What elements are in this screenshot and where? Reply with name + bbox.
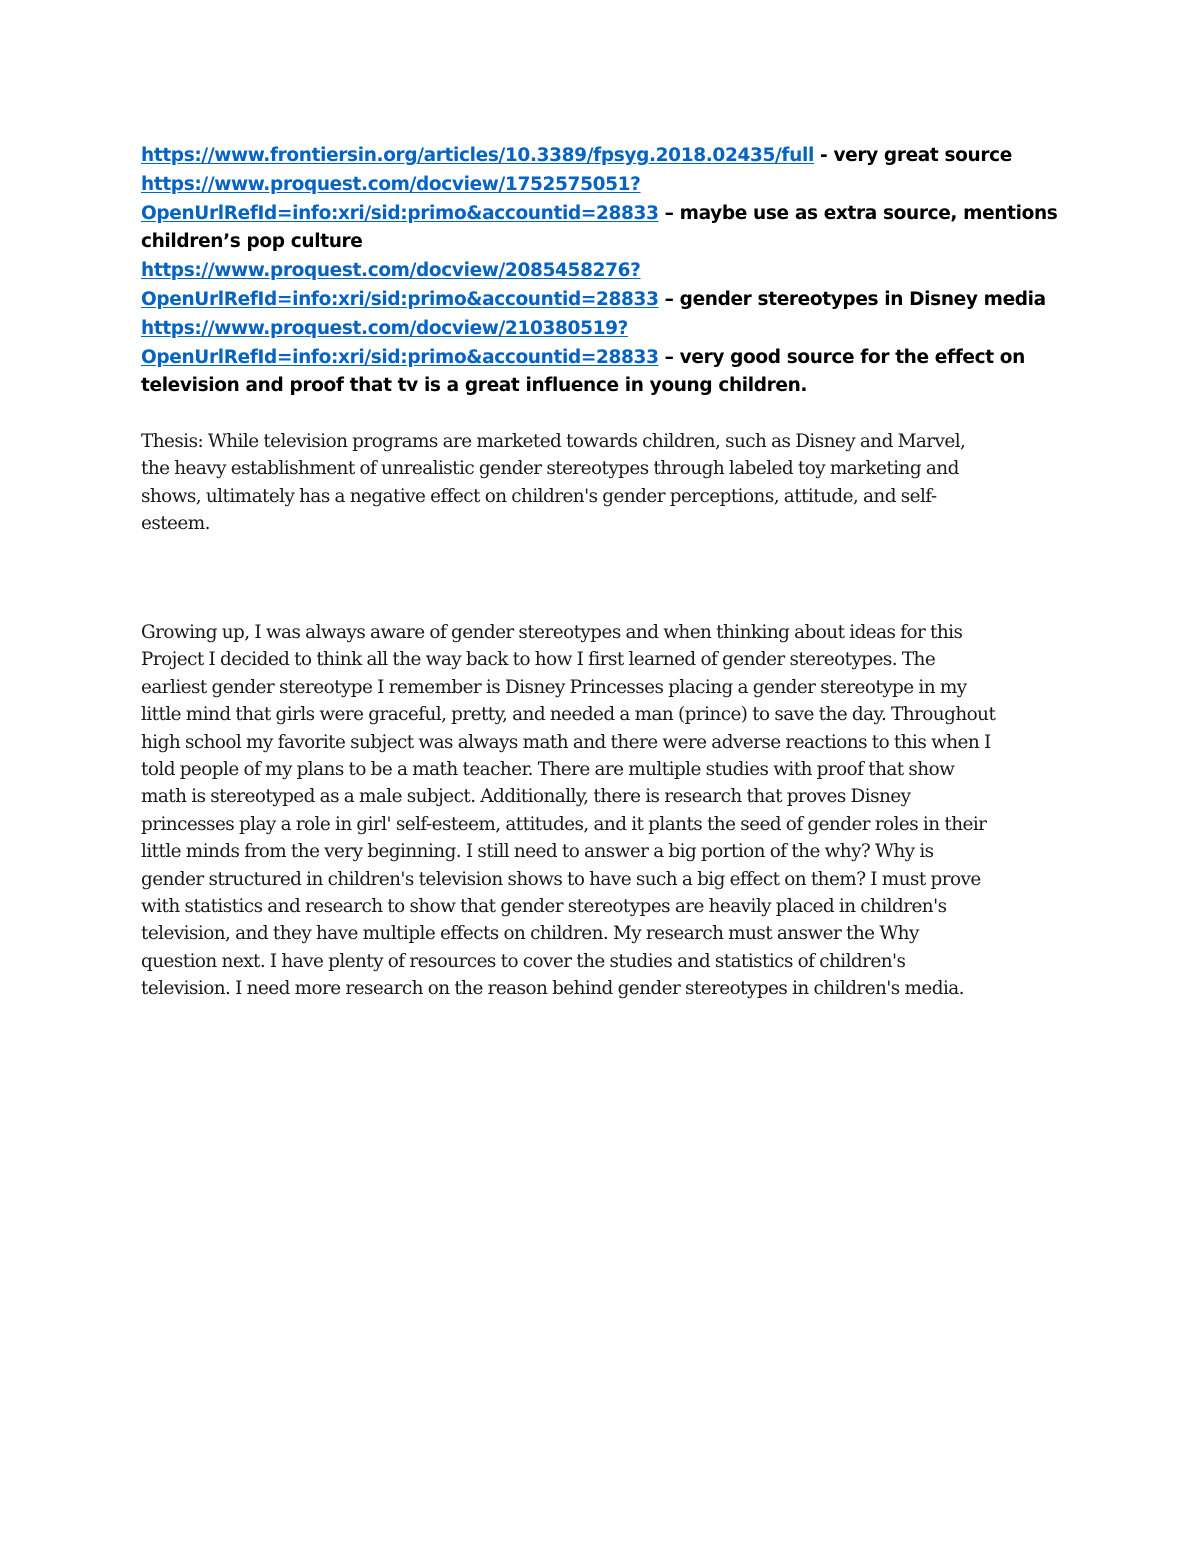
thesis-line: the heavy establishment of unrealistic gender stereotypes through labeled toy marketing and xyxy=(141,458,959,480)
source-line xyxy=(141,315,1061,344)
source-note: - very great source xyxy=(813,145,1012,166)
source-line xyxy=(141,228,1061,257)
thesis-line: Thesis: While television programs are marketed towards children, such as Disney and Marvel, xyxy=(141,431,966,452)
source-link[interactable]: https://www.frontiersin.org/articles/10.3389/fpsyg.2018.02435/full xyxy=(141,145,814,166)
source-line xyxy=(141,257,1061,286)
thesis-line: shows, ultimately has a negative effect on children's gender perceptions, attitude, and self- xyxy=(141,485,937,507)
thesis-line: esteem. xyxy=(141,513,210,535)
source-note: – very good source for the effect on xyxy=(658,346,1025,368)
source-note: – maybe use as extra source, mentions xyxy=(658,202,1058,224)
thesis-paragraph xyxy=(141,428,1066,538)
body-line: with statistics and research to show that gender stereotypes are heavily placed in children's xyxy=(141,896,947,918)
body-line: question next. I have plenty of resources to cover the studies and statistics of children's xyxy=(141,950,906,972)
body-line: television. I need more research on the reason behind gender stereotypes in children's media. xyxy=(141,978,964,1000)
source-line xyxy=(141,372,1061,401)
source-link[interactable]: https://www.proquest.com/docview/210380519? xyxy=(141,317,629,339)
body-line: little minds from the very beginning. I still need to answer a big portion of the why? Why is xyxy=(141,841,934,863)
source-link[interactable]: https://www.proquest.com/docview/1752575051? xyxy=(141,173,641,195)
source-note: children’s pop culture xyxy=(141,231,363,253)
source-note: – gender stereotypes in Disney media xyxy=(658,288,1046,310)
body-paragraph xyxy=(141,619,1066,1003)
source-line xyxy=(141,142,1061,171)
body-line: television, and they have multiple effects on children. My research must answer the Why xyxy=(141,923,919,945)
source-link[interactable]: OpenUrlRefId=info:xri/sid:primo&accountid=28833 xyxy=(141,346,659,368)
source-line xyxy=(141,171,1061,200)
body-line: gender structured in children's television shows to have such a big effect on them? I must prove xyxy=(141,868,981,890)
body-line: princesses play a role in girl' self-esteem, attitudes, and it plants the seed of gender roles in their xyxy=(141,813,987,835)
body-line: math is stereotyped as a male subject. Additionally, there is research that proves Disney xyxy=(141,786,911,808)
body-line: earliest gender stereotype I remember is Disney Princesses placing a gender stereotype in my xyxy=(141,676,967,698)
source-line xyxy=(141,286,1061,315)
body-line: Project I decided to think all the way back to how I first learned of gender stereotypes. The xyxy=(141,649,936,671)
body-line: told people of my plans to be a math teacher. There are multiple studies with proof that show xyxy=(141,759,955,781)
source-note: television and proof that tv is a great influence in young children. xyxy=(141,375,808,397)
source-line xyxy=(141,200,1061,229)
source-line xyxy=(141,344,1061,373)
source-link[interactable]: https://www.proquest.com/docview/2085458276? xyxy=(141,260,641,282)
body-line: Growing up, I was always aware of gender stereotypes and when thinking about ideas for this xyxy=(141,622,963,643)
body-line: high school my favorite subject was always math and there were adverse reactions to this when I xyxy=(141,731,991,753)
source-link[interactable]: OpenUrlRefId=info:xri/sid:primo&accountid=28833 xyxy=(141,288,659,310)
source-link[interactable]: OpenUrlRefId=info:xri/sid:primo&accountid=28833 xyxy=(141,202,659,224)
sources-list xyxy=(141,142,1061,401)
body-line: little mind that girls were graceful, pretty, and needed a man (prince) to save the day. Throughout xyxy=(141,704,996,726)
